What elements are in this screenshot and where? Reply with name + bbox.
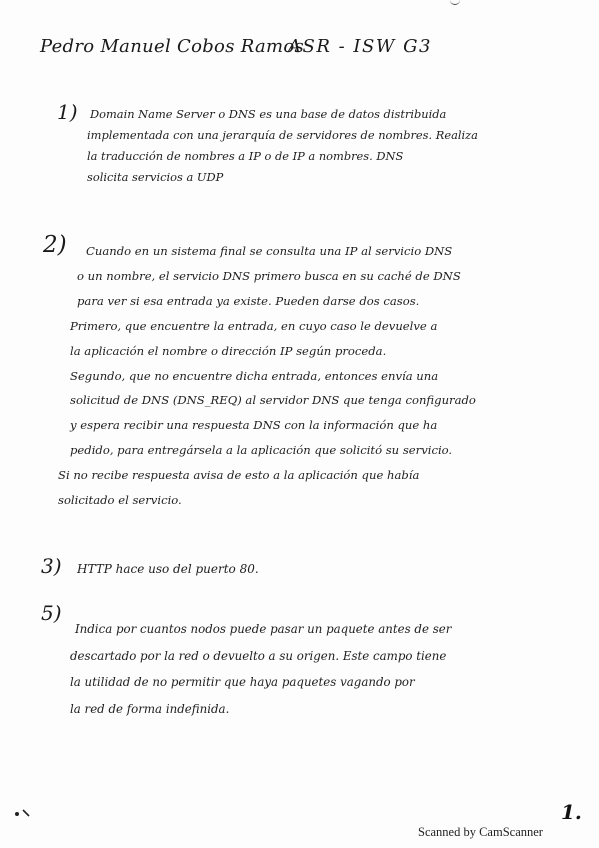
course-group: ASR - ISW G3 xyxy=(288,36,432,57)
answer-line: Indica por cuantos nodos puede pasar un paquete antes de ser xyxy=(75,622,452,636)
ink-dot-mark xyxy=(14,808,34,818)
answer-line: Si no recibe respuesta avisa de esto a la aplicación que había xyxy=(58,468,420,483)
answer-text xyxy=(58,239,476,513)
answer-line: la utilidad de no permitir que haya paquetes vagando por xyxy=(70,675,415,689)
answer-line: solicita servicios a UDP xyxy=(87,170,224,184)
answer-line: la traducción de nombres a IP o de IP a nombres. DNS xyxy=(87,149,404,163)
answer-line: solicitado el servicio. xyxy=(58,493,182,508)
answer-line: Primero, que encuentre la entrada, en cuyo caso le devuelve a xyxy=(70,318,438,333)
answer-line: HTTP hace uso del puerto 80. xyxy=(77,562,259,576)
answer-number: 3) xyxy=(41,554,62,578)
camscanner-watermark: Scanned by CamScanner xyxy=(418,825,543,839)
answer-line: y espera recibir una respuesta DNS con la información que ha xyxy=(70,418,438,433)
answer-text xyxy=(87,104,478,188)
answer-number: 2) xyxy=(43,232,67,258)
answer-line: implementada con una jerarquía de servidores de nombres. Realiza xyxy=(87,128,478,142)
answer-number: 1) xyxy=(57,100,78,124)
answer-line: solicitud de DNS (DNS_REQ) al servidor DNS que tenga configurado xyxy=(70,393,476,408)
answer-line: Domain Name Server o DNS es una base de datos distribuida xyxy=(90,107,447,121)
answer-line: o un nombre, el servicio DNS primero busca en su caché de DNS xyxy=(77,268,461,283)
answer-line: para ver si esa entrada ya existe. Pueden darse dos casos. xyxy=(77,293,420,308)
answer-text xyxy=(70,616,452,722)
student-name: Pedro Manuel Cobos Ramos xyxy=(40,36,305,57)
answer-line: pedido, para entregársela a la aplicación que solicitó su servicio. xyxy=(70,443,453,458)
answer-number: 5) xyxy=(41,601,62,625)
page-header xyxy=(40,36,432,57)
answer-line: la red de forma indefinida. xyxy=(70,701,230,716)
answer-line: descartado por la red o devuelto a su origen. Este campo tiene xyxy=(70,648,447,663)
answer-text xyxy=(77,562,259,576)
answer-line: Cuando en un sistema final se consulta una IP al servicio DNS xyxy=(86,244,453,258)
answer-line: la aplicación el nombre o dirección IP según proceda. xyxy=(70,343,387,358)
answer-line: Segundo, que no encuentre dicha entrada, entonces envía una xyxy=(70,368,439,383)
scan-artifact-mark xyxy=(450,0,460,5)
page-number: 1. xyxy=(561,800,582,824)
